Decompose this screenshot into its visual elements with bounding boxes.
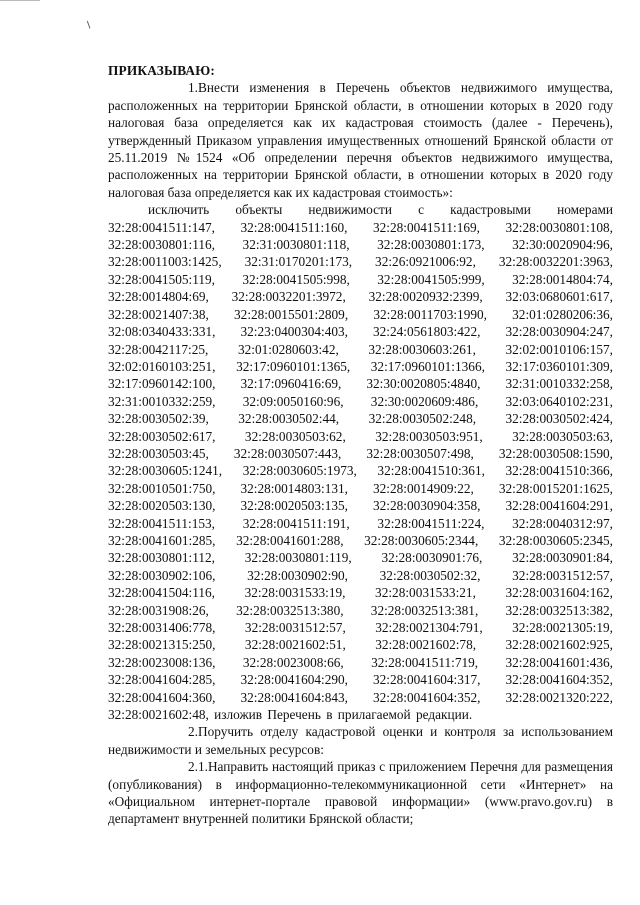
cadastral-numbers-line: 32:28:0030605:1241, 32:28:0030605:1973, 32:28:0041510:361, 32:28:0041510:366, — [108, 463, 613, 479]
cadastral-numbers-line: 32:02:0160103:251, 32:17:0960101:1365, 32:17:0960101:1366, 32:17:0360101:309, — [108, 358, 613, 374]
cadastral-numbers-line: 32:28:0010501:750, 32:28:0014803:131, 32:28:0014909:22, 32:28:0015201:1625, — [108, 480, 613, 496]
cadastral-numbers-line: 32:28:0041511:147, 32:28:0041511:160, 32:28:0041511:169, 32:28:0030801:108, — [108, 219, 613, 235]
item-1-paragraph — [108, 79, 613, 201]
item-1-text: Внести изменения в Перечень объектов недвижимого имущества, расположенных на территории Брянской области, в отношении которых в 2020 году налоговая база определяется как их кадастровая стоимость (далее - Перечень), утвержденный Приказом управления имущественных отношений Брянской области от 25.11.2019 №1524 «Об определении перечня объектов недвижимого имущества, расположенных на территории Брянской области, в отношении которых в 2020 году налоговая база определяется как их кадастровая стоимость»: — [108, 80, 613, 200]
cadastral-numbers-line: 32:28:0020503:130, 32:28:0020503:135, 32:28:0030904:358, 32:28:0041604:291, — [108, 498, 613, 514]
cadastral-numbers-line: 32:17:0960142:100, 32:17:0960416:69, 32:30:0020805:4840, 32:31:0010332:258, — [108, 376, 613, 392]
document-body — [108, 62, 613, 828]
cadastral-numbers-line: 32:28:0014804:69, 32:28:0032201:3972, 32:28:0020932:2399, 32:03:0680601:617, — [108, 289, 613, 305]
cadastral-numbers-line: 32:31:0010332:259, 32:09:0050160:96, 32:30:0020609:486, 32:03:0640102:231, — [108, 393, 613, 409]
cadastral-numbers-line: 32:28:0041601:285, 32:28:0041601:288, 32:28:0030605:2344, 32:28:0030605:2345, — [108, 532, 613, 548]
excluded-cadastral-numbers — [108, 201, 613, 723]
cadastral-numbers-line: 32:28:0031908:26, 32:28:0032513:380, 32:28:0032513:381, 32:28:0032513:382, — [108, 602, 613, 618]
item-2-number: 2. — [188, 724, 198, 740]
cadastral-numbers-line: 32:28:0030502:39, 32:28:0030502:44, 32:28:0030502:248, 32:28:0030502:424, — [108, 411, 613, 427]
cadastral-numbers-line: 32:28:0041505:119, 32:28:0041505:998, 32:28:0041505:999, 32:28:0014804:74, — [108, 271, 613, 287]
cadastral-numbers-line: 32:28:0030503:45, 32:28:0030507:443, 32:28:0030507:498, 32:28:0030508:1590, — [108, 445, 613, 461]
cadastral-numbers-line: 32:28:0041604:360, 32:28:0041604:843, 32:28:0041604:352, 32:28:0021320:222, — [108, 689, 613, 705]
cadastral-numbers-line: 32:28:0030902:106, 32:28:0030902:90, 32:28:0030502:32, 32:28:0031512:57, — [108, 567, 613, 583]
cadastral-numbers-line: 32:28:0031406:778, 32:28:0031512:57, 32:28:0021304:791, 32:28:0021305:19, — [108, 620, 613, 635]
cadastral-numbers-line: 32:28:0041604:285, 32:28:0041604:290, 32:28:0041604:317, 32:28:0041604:352, — [108, 672, 613, 688]
cadastral-numbers-line: 32:28:0041511:153, 32:28:0041511:191, 32:28:0041511:224, 32:28:0040312:97, — [108, 515, 613, 531]
cadastral-numbers-line: 32:28:0023008:136, 32:28:0023008:66, 32:28:0041511:719, 32:28:0041601:436, — [108, 654, 613, 670]
item-2-1-number: 2.1. — [188, 759, 208, 775]
cadastral-numbers-line: 32:08:0340433:331, 32:23:0400304:403, 32:24:0561803:422, 32:28:0030904:247, — [108, 324, 613, 340]
cadastral-numbers-line: 32:28:0030502:617, 32:28:0030503:62, 32:28:0030503:951, 32:28:0030503:63, — [108, 428, 613, 444]
scan-tick-mark — [87, 19, 94, 28]
exclude-intro-line: исключить объекты недвижимости с кадастровыми номерами — [148, 202, 613, 218]
item-2-1-paragraph — [108, 758, 613, 828]
item-2-text: Поручить отделу кадастровой оценки и контроля за использованием недвижимости и земельных ресурсов: — [108, 724, 613, 757]
item-2-1-text: Направить настоящий приказ с приложением Перечня для размещения (опубликования) в информационно-телекоммуникационной сети «Интернет» на «Официальном интернет-портале правовой информации» (www.pravo.gov.ru) в департамент внутренней политики Брянской области; — [108, 759, 613, 827]
item-2-paragraph — [108, 723, 613, 758]
cadastral-numbers-line: 32:28:0042117:25, 32:01:0280603:42, 32:28:0030603:261, 32:02:0010106:157, — [108, 341, 613, 357]
cadastral-numbers-line: 32:28:0030801:116, 32:31:0030801:118, 32:28:0030801:173, 32:30:0020904:96, — [108, 237, 613, 253]
scan-edge-mark — [0, 0, 40, 7]
cadastral-numbers-line: 32:28:0021602:48, изложив Перечень в прилагаемой редакции. — [108, 707, 473, 723]
cadastral-numbers-line: 32:28:0021407:38, 32:28:0015501:2809, 32:28:0011703:1990, 32:01:0280206:36, — [108, 306, 613, 322]
item-1-number: 1. — [188, 80, 198, 96]
cadastral-numbers-line: 32:28:0021315:250, 32:28:0021602:51, 32:28:0021602:78, 32:28:0021602:925, — [108, 637, 613, 653]
cadastral-numbers-line: 32:28:0011003:1425, 32:31:0170201:173, 32:26:0921006:92, 32:28:0032201:3963, — [108, 254, 613, 270]
order-heading: ПРИКАЗЫВАЮ: — [108, 63, 216, 78]
cadastral-numbers-line: 32:28:0041504:116, 32:28:0031533:19, 32:28:0031533:21, 32:28:0031604:162, — [108, 585, 613, 601]
cadastral-numbers-line: 32:28:0030801:112, 32:28:0030801:119, 32:28:0030901:76, 32:28:0030901:84, — [108, 550, 613, 566]
